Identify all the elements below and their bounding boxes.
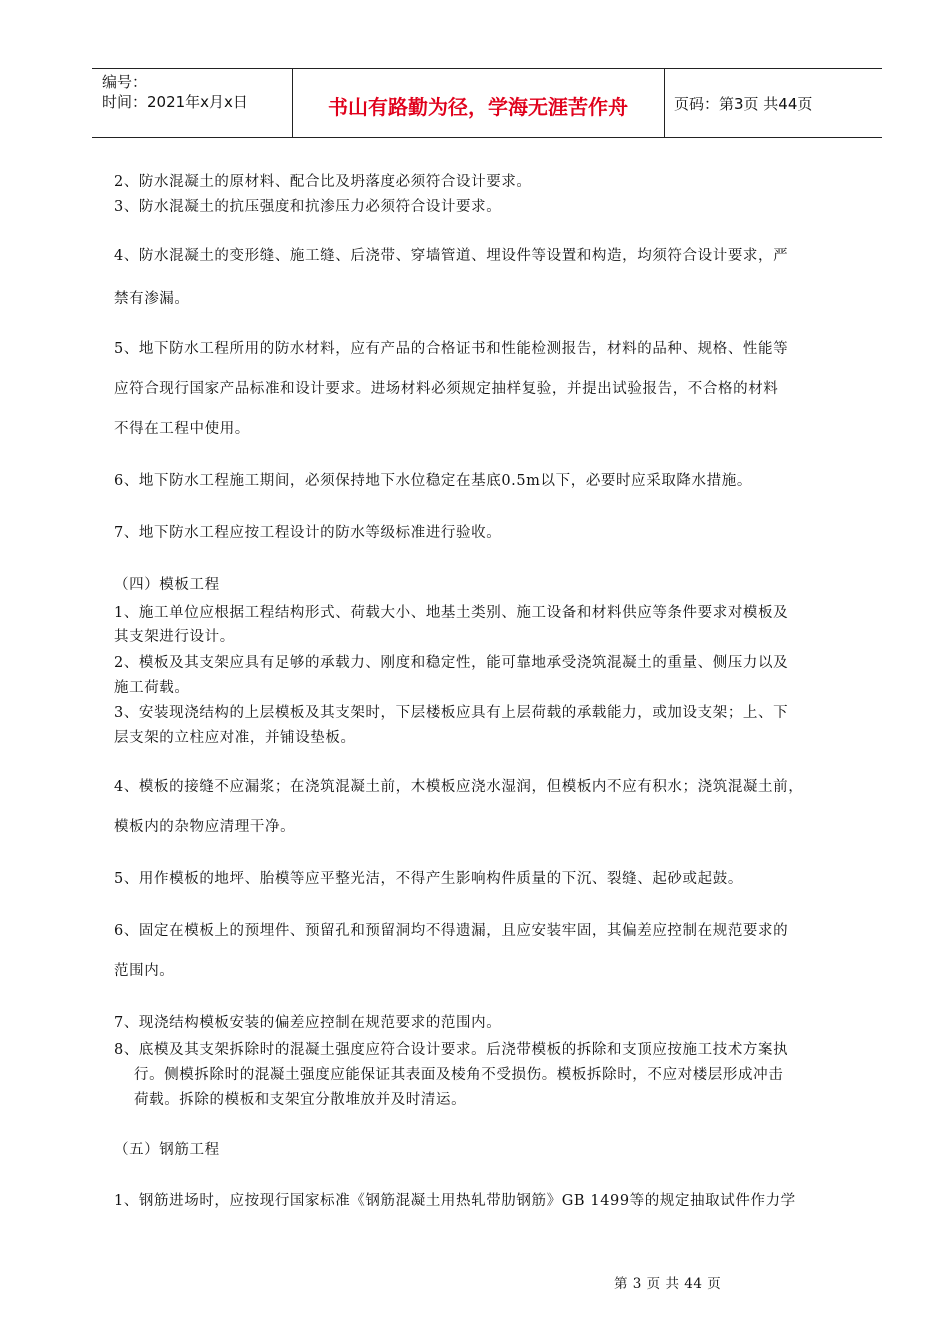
section-heading: （五）钢筋工程 xyxy=(114,1142,220,1158)
header-motto-cell xyxy=(292,69,665,137)
body-line: 5、用作模板的地坪、胎模等应平整光洁，不得产生影响构件质量的下沉、裂缝、起砂或起鼓。 xyxy=(114,871,743,887)
body-line: 6、地下防水工程施工期间，必须保持地下水位稳定在基底0.5m以下，必要时应采取降水措施。 xyxy=(114,473,752,489)
body-line: 7、现浇结构模板安装的偏差应控制在规范要求的范围内。 xyxy=(114,1015,502,1031)
section-heading: （四）模板工程 xyxy=(114,577,220,593)
body-line: 4、防水混凝土的变形缝、施工缝、后浇带、穿墙管道、埋设件等设置和构造，均须符合设计要求，严 xyxy=(114,248,789,264)
body-line: 应符合现行国家产品标准和设计要求。进场材料必须规定抽样复验，并提出试验报告，不合格的材料 xyxy=(114,381,779,397)
body-line: 施工荷载。 xyxy=(114,680,190,696)
body-line: 其支架进行设计。 xyxy=(114,629,235,645)
body-line: 2、模板及其支架应具有足够的承载力、刚度和稳定性，能可靠地承受浇筑混凝土的重量、侧压力以及 xyxy=(114,655,789,671)
document-time-label: 时间：2021年x月x日 xyxy=(102,93,248,111)
page-header xyxy=(92,68,882,138)
header-info-cell xyxy=(92,69,293,137)
header-page-number: 页码：第3页 共44页 xyxy=(674,95,813,113)
body-line: 7、地下防水工程应按工程设计的防水等级标准进行验收。 xyxy=(114,525,502,541)
body-line: 行。侧模拆除时的混凝土强度应能保证其表面及棱角不受损伤。模板拆除时，不应对楼层形成冲击 xyxy=(134,1067,784,1083)
body-line: 1、钢筋进场时，应按现行国家标准《钢筋混凝土用热轧带肋钢筋》GB 1499等的规定抽取试件作力学 xyxy=(114,1193,796,1209)
body-line: 层支架的立柱应对准，并铺设垫板。 xyxy=(114,730,356,746)
body-line: 模板内的杂物应清理干净。 xyxy=(114,819,296,835)
body-line: 范围内。 xyxy=(114,963,175,979)
page-footer: 第 3 页 共 44 页 xyxy=(614,1276,722,1292)
body-line: 禁有渗漏。 xyxy=(114,291,190,307)
body-line: 2、防水混凝土的原材料、配合比及坍落度必须符合设计要求。 xyxy=(114,174,532,190)
body-line: 3、安装现浇结构的上层模板及其支架时，下层楼板应具有上层荷载的承载能力，或加设支架；上、下 xyxy=(114,705,789,721)
body-line: 荷载。拆除的模板和支架宜分散堆放并及时清运。 xyxy=(134,1092,467,1108)
body-line: 6、固定在模板上的预埋件、预留孔和预留洞均不得遗漏，且应安装牢固，其偏差应控制在规范要求的 xyxy=(114,923,789,939)
body-line: 1、施工单位应根据工程结构形式、荷载大小、地基土类别、施工设备和材料供应等条件要求对模板及 xyxy=(114,605,789,621)
body-line: 不得在工程中使用。 xyxy=(114,421,250,437)
header-page-cell xyxy=(664,69,882,137)
document-number-label: 编号： xyxy=(102,73,148,91)
header-motto: 书山有路勤为径，学海无涯苦作舟 xyxy=(328,95,628,119)
body-line: 4、模板的接缝不应漏浆；在浇筑混凝土前，木模板应浇水湿润，但模板内不应有积水；浇筑混凝土前， xyxy=(114,779,804,795)
body-line: 3、防水混凝土的抗压强度和抗渗压力必须符合设计要求。 xyxy=(114,199,502,215)
body-line: 5、地下防水工程所用的防水材料，应有产品的合格证书和性能检测报告，材料的品种、规格、性能等 xyxy=(114,341,789,357)
body-line: 8、底模及其支架拆除时的混凝土强度应符合设计要求。后浇带模板的拆除和支顶应按施工技术方案执 xyxy=(114,1042,789,1058)
